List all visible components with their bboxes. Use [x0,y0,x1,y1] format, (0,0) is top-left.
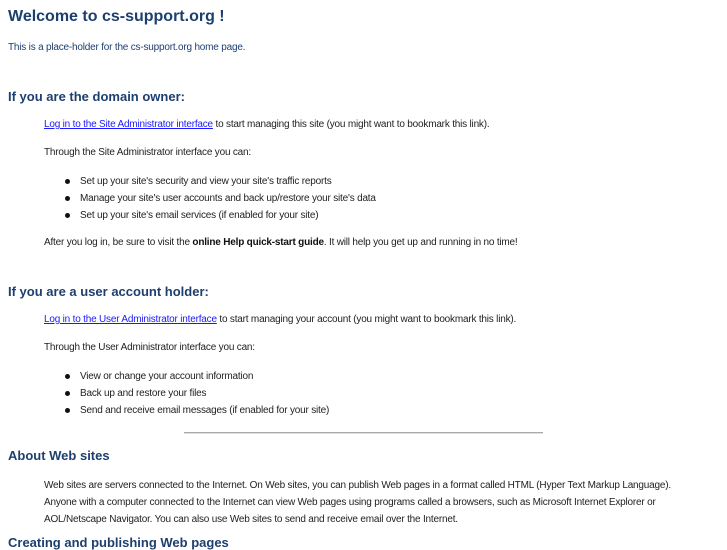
page-title: Welcome to cs-support.org ! [8,8,225,25]
site-admin-through-text: Through the Site Administrator interface you can: [44,147,251,158]
site-admin-login-suffix: to start managing this site (you might want to bookmark this link). [212,119,490,130]
bullet-icon [65,213,70,218]
about-heading: About Web sites [8,448,110,463]
site-admin-login-link[interactable]: Log in to the Site Administrator interface [44,119,213,130]
help-guide-bold: online Help quick-start guide [192,237,324,248]
site-admin-features-list [44,173,376,224]
horizontal-rule [184,432,543,434]
user-admin-login-link[interactable]: Log in to the User Administrator interface [44,314,217,325]
user-admin-login-paragraph [44,314,516,325]
list-item: Manage your site's user accounts and back up/restore your site's data [44,190,376,207]
list-item: Set up your site's security and view your site's traffic reports [44,173,376,190]
list-item: Set up your site's email services (if enabled for your site) [44,207,376,224]
bullet-icon [65,408,70,413]
site-admin-login-paragraph [44,119,489,130]
intro-text: This is a place-holder for the cs-support.org home page. [8,42,246,53]
bullet-icon [65,196,70,201]
bullet-icon [65,374,70,379]
user-admin-through-text: Through the User Administrator interface you can: [44,342,255,353]
bullet-icon [65,179,70,184]
list-item: Back up and restore your files [44,385,329,402]
domain-owner-heading: If you are the domain owner: [8,89,185,104]
after-login-paragraph: After you log in, be sure to visit the online Help quick-start guide. It will help you get up and running in no time! [44,237,518,248]
creating-heading: Creating and publishing Web pages [8,535,229,550]
user-admin-features-list [44,368,329,419]
list-item: Send and receive email messages (if enabled for your site) [44,402,329,419]
list-item: View or change your account information [44,368,329,385]
user-admin-login-suffix: to start managing your account (you might want to bookmark this link). [216,314,517,325]
user-holder-heading: If you are a user account holder: [8,284,209,299]
bullet-icon [65,391,70,396]
about-paragraph: Web sites are servers connected to the Internet. On Web sites, you can publish Web pages in a format called HTML (Hyper Text Markup Language). Anyone with a computer connected to the Internet can view Web pages using programs called a browsers, such as Microsoft Internet Explorer or AOL/Netscape Navigator. You can also use Web sites to send and receive email over the Internet. [44,480,671,525]
